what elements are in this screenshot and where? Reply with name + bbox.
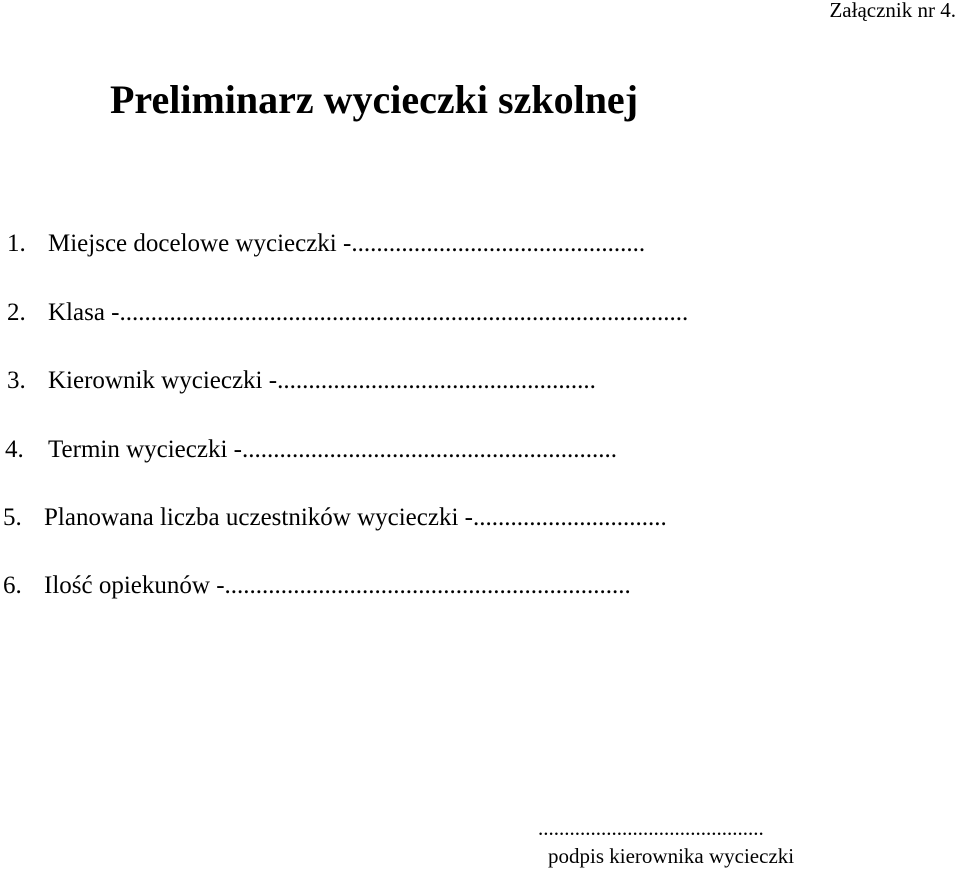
item-number: 4. (5, 436, 24, 463)
item-label: Miejsce docelowe wycieczki - (48, 230, 352, 257)
item-number: 2. (7, 299, 26, 326)
item-label: Termin wycieczki - (48, 436, 242, 463)
form-item-participants (0, 503, 667, 533)
item-number: 1. (7, 230, 26, 257)
document-title: Preliminarz wycieczki szkolnej (110, 77, 639, 122)
fill-line: ............................... (473, 504, 667, 531)
fill-line: ................................................... (277, 367, 596, 394)
item-label: Kierownik wycieczki - (48, 367, 278, 394)
item-number: 3. (7, 367, 26, 394)
attachment-label: Załącznik nr 4. (829, 0, 956, 22)
signature-line: ........................................... (538, 816, 764, 840)
item-number: 5. (3, 504, 22, 531)
form-item-guardians (0, 571, 631, 601)
form-item-date (0, 435, 617, 465)
item-label: Klasa - (48, 299, 120, 326)
fill-line: ................................................................. (224, 572, 631, 599)
form-item-destination (0, 229, 645, 259)
signature-block (538, 814, 846, 870)
item-number: 6. (3, 572, 22, 599)
form-item-class (0, 298, 688, 328)
item-label: Planowana liczba uczestników wycieczki - (44, 504, 473, 531)
fill-line: ............................................... (351, 230, 646, 257)
fill-line: ............................................................ (242, 436, 617, 463)
signature-label: podpis kierownika wycieczki (548, 844, 795, 868)
form-item-trip-leader (0, 366, 596, 396)
item-label: Ilość opiekunów - (44, 572, 225, 599)
fill-line: ........................................................................................... (119, 299, 689, 326)
